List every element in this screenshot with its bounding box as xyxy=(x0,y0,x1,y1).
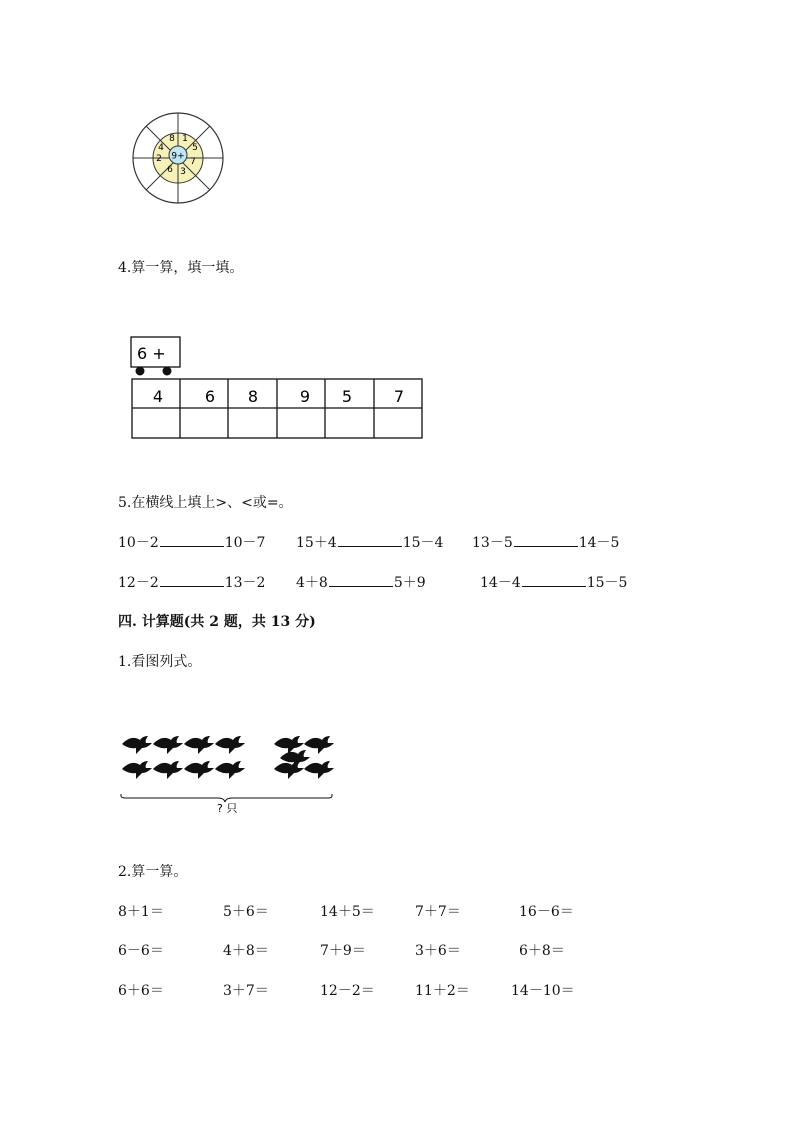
number-wheel xyxy=(130,110,226,206)
wheel-number: 3 xyxy=(180,167,186,177)
bird-icon xyxy=(153,761,183,779)
wheel-number: 4 xyxy=(158,143,164,153)
wheel-number: 2 xyxy=(156,154,162,164)
calc-item: 16－6＝ xyxy=(519,904,574,920)
bird-icon xyxy=(153,736,183,754)
compare-item: 10－2 10－7 xyxy=(118,535,266,551)
cart-label: 6 + xyxy=(137,344,166,363)
bird-icon xyxy=(215,761,245,779)
calc-item: 6＋6＝ xyxy=(118,983,164,999)
answer-blank[interactable] xyxy=(160,574,224,587)
calc-item: 14－10＝ xyxy=(511,983,575,999)
answer-blank[interactable] xyxy=(160,534,224,547)
wheel-number: 5 xyxy=(192,143,198,153)
q4-title: 4.算一算，填一填。 xyxy=(118,260,244,276)
calc-item: 8＋1＝ xyxy=(118,904,164,920)
wheel-number: 6 xyxy=(167,165,173,175)
calc-item: 7＋9＝ xyxy=(320,943,366,959)
brace-label: ? 只 xyxy=(217,802,238,815)
wheel-number: 1 xyxy=(182,134,188,144)
calc-item: 11＋2＝ xyxy=(415,983,470,999)
birds-figure xyxy=(118,732,338,818)
compare-item: 12－2 13－2 xyxy=(118,575,266,591)
calc-item: 3＋7＝ xyxy=(223,983,269,999)
calc-item: 3＋6＝ xyxy=(415,943,461,959)
bird-icon xyxy=(215,736,245,754)
wheel-number: 8 xyxy=(169,134,175,144)
calc-item: 6－6＝ xyxy=(118,943,164,959)
table-number: 4 xyxy=(152,387,164,406)
calc-item: 7＋7＝ xyxy=(415,904,461,920)
bird-icon xyxy=(184,736,214,754)
compare-item: 13－5 14－5 xyxy=(472,535,620,551)
answer-blank[interactable] xyxy=(329,574,393,587)
compare-item: 14－4 15－5 xyxy=(480,575,628,591)
calc-item: 5＋6＝ xyxy=(223,904,269,920)
answer-blank[interactable] xyxy=(514,534,578,547)
cart-table xyxy=(129,335,425,441)
wheel-number: 7 xyxy=(190,157,196,167)
table-number: 5 xyxy=(341,387,353,406)
bird-icon xyxy=(274,736,304,754)
c1-title: 1.看图列式。 xyxy=(118,654,202,670)
q5-title: 5.在横线上填上>、<或=。 xyxy=(118,495,293,511)
compare-item: 15＋4 15－4 xyxy=(296,535,444,551)
c2-title: 2.算一算。 xyxy=(118,864,188,880)
calc-item: 6＋8＝ xyxy=(519,943,565,959)
brace xyxy=(121,794,332,802)
compare-item: 4＋8 5＋9 xyxy=(296,575,426,591)
bird-icon xyxy=(304,761,334,779)
bird-icon xyxy=(122,736,152,754)
bird-icon xyxy=(122,761,152,779)
calc-item: 14＋5＝ xyxy=(320,904,375,920)
wheel-center: 9+ xyxy=(171,151,185,162)
bird-icon xyxy=(184,761,214,779)
calc-item: 4＋8＝ xyxy=(223,943,269,959)
section-heading: 四. 计算题(共 2 题，共 13 分) xyxy=(118,614,316,630)
bird-icon xyxy=(304,736,334,754)
answer-blank[interactable] xyxy=(338,534,402,547)
calc-item: 12－2＝ xyxy=(320,983,375,999)
answer-blank[interactable] xyxy=(522,574,586,587)
table-number: 8 xyxy=(247,387,259,406)
bird-icon xyxy=(274,761,304,779)
table-number: 7 xyxy=(393,387,405,406)
table-number: 6 xyxy=(204,387,216,406)
table-number: 9 xyxy=(299,387,311,406)
